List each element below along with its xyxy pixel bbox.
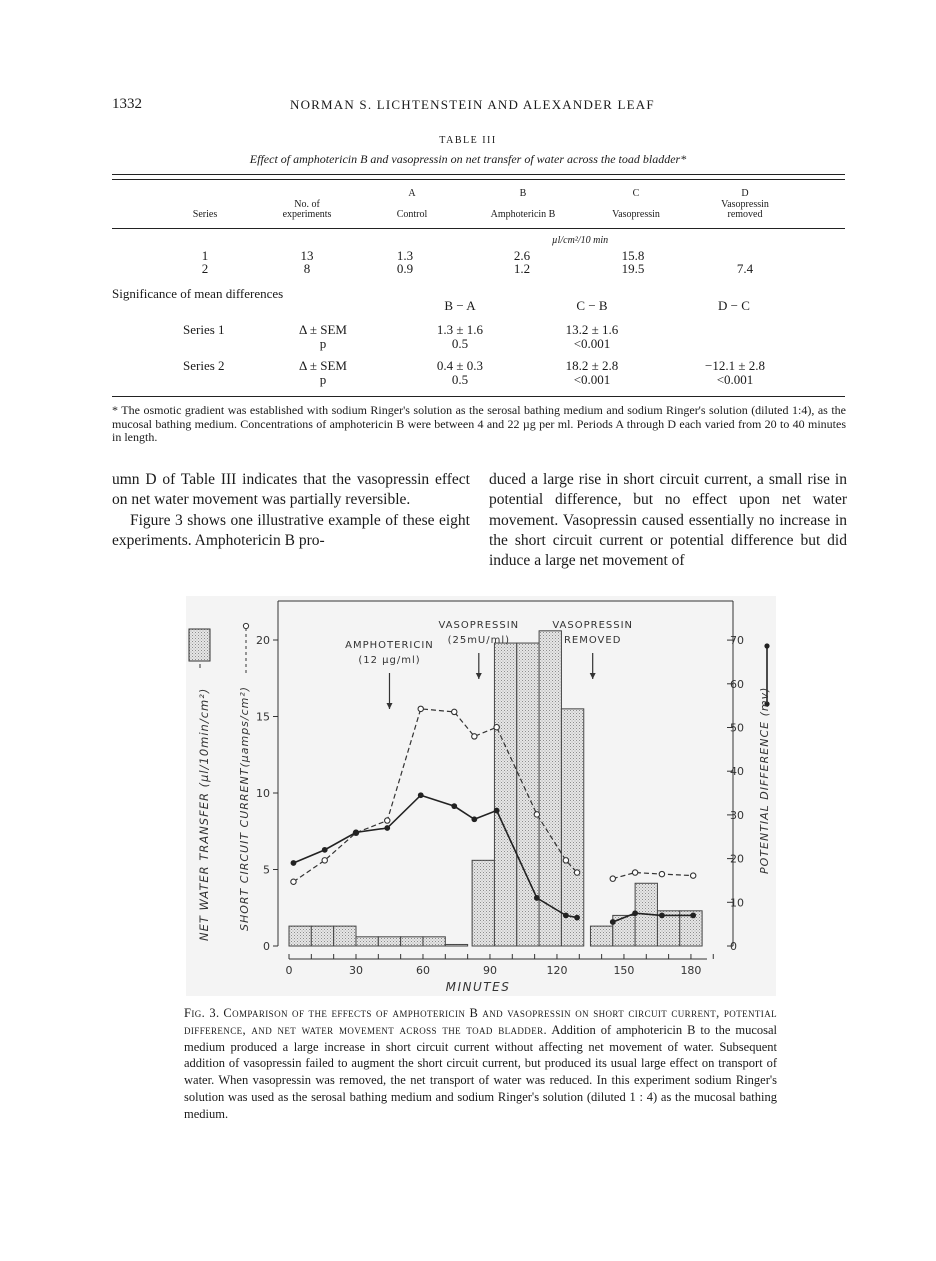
table-cell: <0.001 — [573, 336, 611, 351]
table-cell: 0.5 — [451, 372, 469, 387]
left-tick-label: 5 — [263, 863, 270, 877]
table-cell: 13 — [300, 248, 314, 263]
water-transfer-bar — [423, 937, 445, 946]
annotation-text: VASOPRESSIN — [552, 620, 634, 631]
diff-header-dc: D − C — [718, 298, 750, 313]
left-tick-label: 10 — [256, 787, 270, 800]
water-transfer-bar — [561, 709, 583, 946]
body-left-column — [112, 470, 470, 551]
right-tick-label: 70 — [730, 634, 744, 648]
scc-point — [418, 706, 423, 711]
scc-point — [322, 858, 327, 863]
x-axis-label: MINUTES — [445, 980, 511, 994]
pd-point — [471, 816, 477, 822]
water-transfer-bar — [311, 926, 333, 946]
table-footnote: * The osmotic gradient was established with sodium Ringer's solution as the serosal bathing medium and sodium Ringer's solution (diluted 1:4), as the mucosal bathing medium. Concentrations of amphotericin B were between 4 and 22 µg per ml. Periods A through D each varied from 20 to 40 minutes in length. — [112, 403, 846, 444]
water-axis-label: NET WATER TRANSFER (µl/10min/cm²) — [197, 687, 211, 941]
pd-legend-marker-top — [764, 643, 769, 648]
scc-point — [291, 879, 296, 884]
pd-point — [690, 913, 696, 919]
water-transfer-bar — [472, 860, 494, 946]
pd-point — [574, 915, 580, 921]
pd-point — [384, 825, 390, 831]
col-header-a-letter: A — [408, 188, 416, 199]
pd-point — [494, 808, 500, 814]
col-header-d-letter: D — [741, 188, 749, 199]
left-tick-label: 0 — [263, 940, 270, 953]
table-title: Effect of amphotericin B and vasopressin on net transfer of water across the toad bladder* — [249, 152, 687, 166]
water-transfer-bar — [445, 944, 467, 946]
running-head: NORMAN S. LICHTENSTEIN AND ALEXANDER LEAF — [290, 97, 655, 112]
diff-header-cb: C − B — [576, 298, 608, 313]
stat-label: p — [319, 372, 327, 387]
units-label: µl/cm²/10 min — [551, 235, 609, 246]
pd-point — [563, 913, 569, 919]
table-cell: 15.8 — [621, 248, 645, 263]
table-cell: 2.6 — [513, 248, 531, 263]
col-header-b-name: Amphotericin B — [490, 209, 556, 220]
diff-header-ba: B − A — [444, 298, 476, 313]
figure-3-chart — [186, 596, 776, 996]
right-tick-label: 30 — [730, 808, 744, 822]
table-cell: 8 — [303, 261, 311, 276]
pd-point — [291, 860, 297, 866]
col-header-b-letter: B — [519, 188, 527, 199]
annotation-text: (25mU/ml) — [447, 635, 511, 646]
pd-point — [418, 792, 424, 798]
table-cell: 13.2 ± 1.6 — [565, 322, 619, 337]
col-header-d-name-1: Vasopressin — [721, 199, 769, 210]
scc-point — [690, 873, 695, 878]
right-tick-label: 10 — [730, 896, 744, 910]
x-tick-label: 150 — [613, 964, 635, 977]
significance-label: Significance of mean differences — [112, 286, 284, 301]
table-top-rule — [112, 174, 845, 175]
table-cell: −12.1 ± 2.8 — [705, 358, 765, 373]
caption-label: Fig. 3. — [184, 1006, 220, 1020]
annotation-text: VASOPRESSIN — [438, 620, 520, 631]
left-tick-label: 15 — [256, 710, 270, 724]
annotation-text: (12 µg/ml) — [358, 655, 421, 666]
body-paragraph: duced a large rise in short circuit current, a small rise in potential difference, but no effect upon net water movement. Vasopressin caused essentially no increase in the short circuit current or potential difference but did induce a large net movement of — [489, 471, 847, 570]
right-tick-label: 20 — [730, 852, 744, 866]
caption-text: Addition of amphotericin B to the mucosal medium produced a large increase in short circuit current without affecting net movement of water. Subsequent addition of vasopressin failed to augment the short circuit current, but produced its usual large effect on transport of water. When vasopressin was removed, the net transport of water was reduced. In this experiment sodium Ringer's solution was used as the serosal bathing medium and sodium Ringer's solution (diluted 1 : 4) as the mucosal bathing medium. — [184, 1022, 778, 1121]
x-tick-label: 60 — [415, 964, 430, 977]
scc-point — [494, 725, 499, 730]
water-transfer-bar — [334, 926, 356, 946]
right-tick-label: 60 — [730, 677, 744, 691]
scc-point — [610, 876, 615, 881]
pd-point — [534, 895, 540, 901]
body-paragraph: umn D of Table III indicates that the vasopressin effect on net water movement was partially reversible. — [112, 471, 470, 509]
scc-point — [385, 818, 390, 823]
pd-point — [451, 803, 457, 809]
right-tick-label: 0 — [730, 940, 737, 953]
left-tick-label: 20 — [256, 634, 270, 647]
scc-point — [659, 871, 664, 876]
water-transfer-bar — [289, 926, 311, 946]
page-number: 1332 — [112, 96, 142, 112]
x-tick-label: 30 — [348, 964, 363, 977]
significance-series-2: Series 2 — [183, 358, 225, 373]
table-cell: <0.001 — [716, 372, 754, 387]
stat-label: Δ ± SEM — [298, 322, 347, 337]
pd-point — [610, 919, 616, 925]
table-cell: 2 — [201, 261, 209, 276]
scc-point — [563, 858, 568, 863]
right-tick-label: 50 — [730, 721, 744, 735]
water-transfer-bar — [539, 631, 561, 946]
col-header-c-name: Vasopressin — [612, 209, 660, 220]
figure-caption — [184, 1005, 777, 1123]
scc-legend-marker — [243, 623, 248, 628]
x-tick-label: 120 — [546, 964, 568, 977]
col-header-d-name-2: removed — [727, 209, 763, 220]
table-cell: 18.2 ± 2.8 — [565, 358, 619, 373]
water-legend-swatch — [189, 629, 210, 661]
col-header-series: Series — [192, 209, 218, 220]
table-cell: 7.4 — [736, 261, 754, 276]
pd-point — [659, 913, 665, 919]
table-top-rule-2 — [112, 179, 845, 180]
pd-point — [632, 910, 638, 916]
significance-series-1: Series 1 — [183, 322, 225, 337]
x-tick-label: 0 — [285, 964, 293, 977]
table-cell: 0.4 ± 0.3 — [436, 358, 484, 373]
pd-axis-label: POTENTIAL DIFFERENCE (mv) — [758, 686, 771, 874]
x-tick-label: 90 — [482, 964, 497, 977]
water-transfer-bar — [494, 643, 516, 946]
col-header-experiments-1: No. of — [294, 199, 320, 210]
annotation-text: AMPHOTERICIN — [345, 640, 434, 651]
scc-point — [472, 734, 477, 739]
table-cell: 1.3 — [396, 248, 414, 263]
scc-point — [534, 812, 539, 817]
pd-point — [322, 847, 328, 853]
annotation-text: REMOVED — [563, 635, 622, 646]
table-cell: 1.3 ± 1.6 — [436, 322, 484, 337]
table-label: TABLE III — [439, 135, 497, 146]
table-cell: 1 — [201, 248, 209, 263]
scc-axis-label: SHORT CIRCUIT CURRENT(µamps/cm²) — [238, 685, 251, 931]
pd-point — [353, 829, 359, 835]
water-transfer-bar — [378, 937, 400, 946]
table-cell: <0.001 — [573, 372, 611, 387]
stat-label: p — [319, 336, 327, 351]
scc-point — [574, 870, 579, 875]
table-cell: 19.5 — [621, 261, 645, 276]
col-header-experiments-2: experiments — [282, 209, 332, 220]
body-paragraph: Figure 3 shows one illustrative example of these eight experiments. Amphotericin B pro- — [112, 511, 470, 549]
table-cell: 0.5 — [451, 336, 469, 351]
stat-label: Δ ± SEM — [298, 358, 347, 373]
body-right-column — [489, 470, 847, 571]
right-tick-label: 40 — [730, 765, 744, 779]
col-header-a-name: Control — [396, 209, 428, 220]
scc-point — [452, 709, 457, 714]
table-cell: 0.9 — [396, 261, 414, 276]
caption-title: Comparison of the effects of amphotericin B and vasopressin on short circuit current, potential difference, and net water movement across the toad bladder. — [184, 1006, 777, 1037]
water-transfer-bar — [590, 926, 612, 946]
table-bottom-rule — [112, 396, 845, 397]
table-header-rule — [112, 228, 845, 229]
water-transfer-bar — [356, 937, 378, 946]
water-transfer-bar — [401, 937, 423, 946]
x-tick-label: 180 — [680, 964, 702, 977]
col-header-c-letter: C — [632, 188, 640, 199]
table-cell: 1.2 — [513, 261, 531, 276]
scc-point — [632, 870, 637, 875]
